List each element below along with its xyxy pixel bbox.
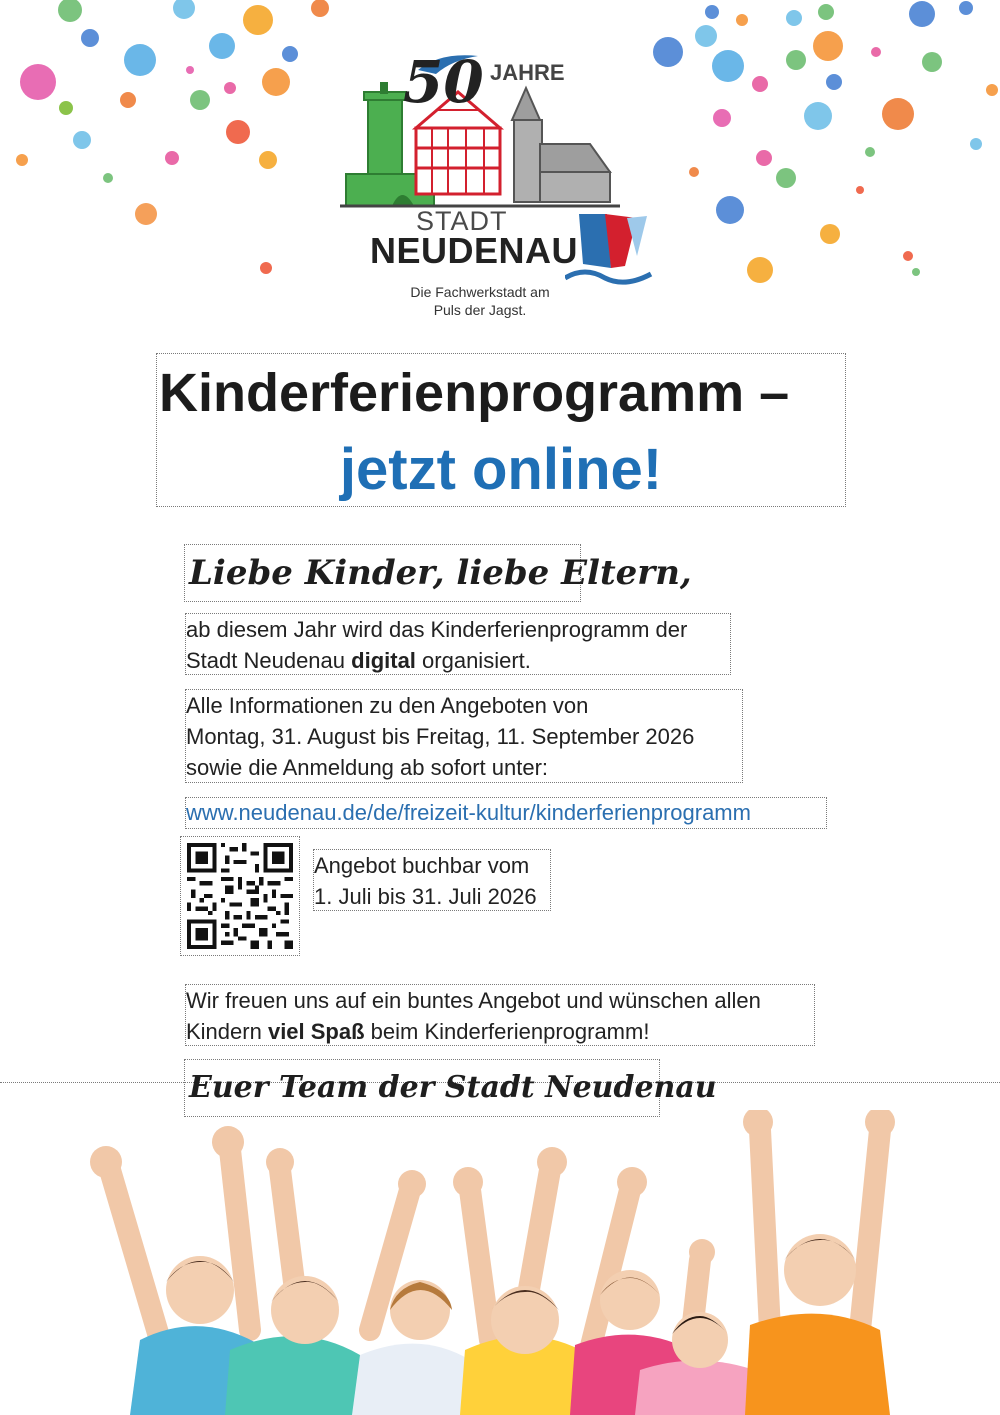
greeting-block (184, 544, 692, 602)
program-link[interactable]: www.neudenau.de/de/freizeit-kultur/kinderferienprogramm (185, 797, 827, 829)
anniversary-number: 50 (403, 48, 484, 116)
logo-tagline: Die Fachwerkstadt am Puls der Jagst. (410, 284, 550, 318)
intro-paragraph: ab diesem Jahr wird das Kinderferienprogramm der Stadt Neudenau digital organisiert. (185, 613, 731, 675)
closing-paragraph: Wir freuen uns auf ein buntes Angebot und wünschen allen Kindern viel Spaß beim Kinderferienprogramm! (185, 984, 815, 1046)
cheering-children-illustration (0, 1110, 1000, 1415)
title-block (156, 353, 846, 507)
logo-stadt: STADT (416, 206, 508, 236)
info-paragraph: Alle Informationen zu den Angeboten von Montag, 31. August bis Freitag, 11. September 2026 sowie die Anmeldung ab sofort unter: (185, 689, 743, 783)
signature-block (184, 1059, 717, 1117)
qr-code-block[interactable] (180, 836, 300, 956)
coat-of-arms-icon (565, 208, 655, 288)
page-title: Kinderferienprogramm – (159, 363, 790, 423)
greeting: Liebe Kinder, liebe Eltern, (189, 553, 692, 593)
page-subtitle: jetzt online! (339, 437, 663, 502)
logo-city-name: NEUDENAU (370, 230, 579, 271)
signature: Euer Team der Stadt Neudenau (189, 1070, 717, 1105)
city-logo (340, 48, 670, 328)
qr-code-icon[interactable] (187, 843, 293, 949)
anniversary-word: JAHRE (490, 60, 565, 85)
booking-period: Angebot buchbar vom 1. Juli bis 31. Juli 2026 (313, 849, 551, 911)
